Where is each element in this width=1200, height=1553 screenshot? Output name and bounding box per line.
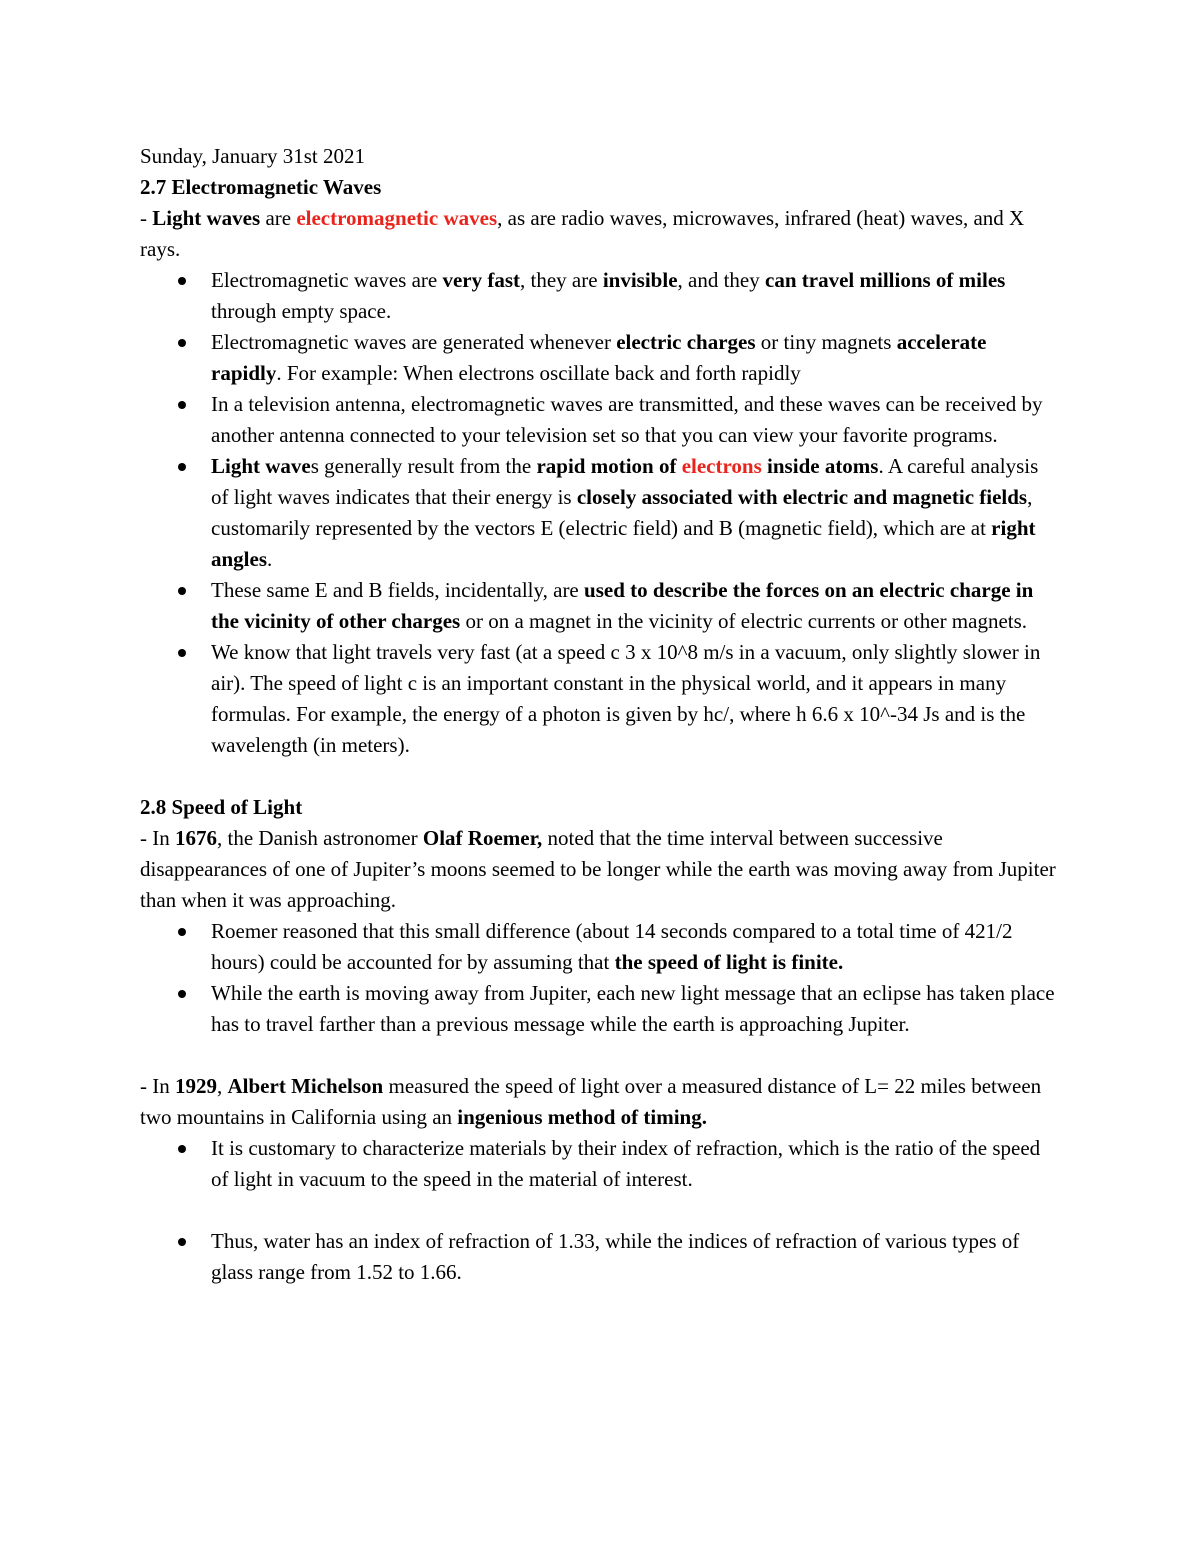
list-item	[211, 451, 1060, 575]
bold-text: 1929	[175, 1074, 217, 1098]
text: Electromagnetic waves are generated whenever	[211, 330, 617, 354]
bullet-icon	[178, 463, 186, 471]
text: We know that light travels very fast (at a speed c 3 x 10^8 m/s in a vacuum, only slightly slower in air). The speed of light c is an important constant in the physical world, and it appears in many formulas. For example, the energy of a photon is given by hc/, where h 6.6 x 10^-34 Js and is the wavelength (in meters).	[211, 640, 1041, 757]
text: Thus, water has an index of refraction of 1.33, while the indices of refraction of various types of glass range from 1.52 to 1.66.	[211, 1229, 1020, 1284]
list-item	[211, 327, 1060, 389]
bold-text: accelerate rapidly	[211, 330, 987, 385]
bold-text: 1676	[175, 826, 217, 850]
text: s generally result from the	[310, 454, 537, 478]
text: , as are radio waves, microwaves, infrared (heat) waves, and X rays.	[140, 206, 1025, 261]
bold-text: used to describe the forces on an electric charge in the vicinity of other charges	[211, 578, 1034, 633]
text: ,	[217, 1074, 228, 1098]
red-bold-text: electromagnetic waves	[296, 206, 498, 230]
paragraph-light-waves	[140, 203, 1060, 265]
bold-text: very fast	[442, 268, 521, 292]
paragraph-michelson	[140, 1071, 1060, 1133]
bold-text: rapid motion of	[536, 454, 682, 478]
bold-text: Light wave	[211, 454, 311, 478]
list-item	[211, 389, 1060, 451]
bold-text: Light waves	[152, 206, 261, 230]
bullet-list-roemer	[140, 916, 1060, 1040]
text: , and they	[677, 268, 766, 292]
text: While the earth is moving away from Jupiter, each new light message that an eclipse has taken place has to travel farther than a previous message while the earth is approaching Jupiter.	[211, 981, 1055, 1036]
text: measured the speed of light over a measured distance of L= 22 miles between two mountains in California using an	[140, 1074, 1042, 1129]
document-date: Sunday, January 31st 2021	[140, 144, 365, 168]
text: or on a magnet in the vicinity of electric currents or other magnets.	[460, 609, 1028, 633]
text: , customarily represented by the vectors E (electric field) and B (magnetic field), which are at	[211, 485, 1033, 540]
text: Roemer reasoned that this small difference (about 14 seconds compared to a total time of 421/2 hours) could be accounted for by assuming that	[211, 919, 1013, 974]
text: or tiny magnets	[755, 330, 897, 354]
list-item	[211, 1226, 1060, 1288]
spacer	[140, 1040, 1060, 1071]
spacer	[140, 1195, 1060, 1226]
section-heading-em-waves: 2.7 Electromagnetic Waves	[140, 175, 382, 199]
list-item	[211, 637, 1060, 761]
bold-text: can travel millions of miles	[765, 268, 1006, 292]
bullet-icon	[178, 990, 186, 998]
text: are	[260, 206, 297, 230]
list-item	[211, 916, 1060, 978]
text: , the Danish astronomer	[217, 826, 423, 850]
red-bold-text: electrons	[681, 454, 762, 478]
text: - In	[140, 826, 175, 850]
list-item	[211, 265, 1060, 327]
bold-text: inside atoms	[761, 454, 879, 478]
text: -	[140, 206, 153, 230]
bold-text: Olaf Roemer,	[422, 826, 543, 850]
spacer	[140, 761, 1060, 792]
bullet-icon	[178, 1238, 186, 1246]
text: Electromagnetic waves are	[211, 268, 443, 292]
bold-text: ingenious method of timing.	[457, 1105, 707, 1129]
text: , they are	[520, 268, 603, 292]
text: - In	[140, 1074, 175, 1098]
list-item	[211, 978, 1060, 1040]
bullet-icon	[178, 401, 186, 409]
bullet-icon	[178, 928, 186, 936]
bold-text: electric charges	[616, 330, 756, 354]
bullet-list-refraction	[140, 1133, 1060, 1195]
text: through empty space.	[211, 299, 392, 323]
text: . A careful analysis of light waves indicates that their energy is	[211, 454, 1039, 509]
text: These same E and B fields, incidentally, are	[211, 578, 585, 602]
list-item	[211, 1133, 1060, 1195]
text: It is customary to characterize materials by their index of refraction, which is the ratio of the speed of light in vacuum to the speed in the material of interest.	[211, 1136, 1041, 1191]
bullet-icon	[178, 1145, 186, 1153]
bold-text: invisible	[602, 268, 678, 292]
paragraph-roemer	[140, 823, 1060, 916]
bullet-icon	[178, 277, 186, 285]
bullet-list-refraction-values	[140, 1226, 1060, 1288]
bullet-icon	[178, 339, 186, 347]
bold-text: closely associated with electric and magnetic fields	[576, 485, 1028, 509]
bold-text: Albert Michelson	[227, 1074, 384, 1098]
text: . For example: When electrons oscillate back and forth rapidly	[276, 361, 801, 385]
text: In a television antenna, electromagnetic waves are transmitted, and these waves can be received by another antenna connected to your television set so that you can view your favorite programs.	[211, 392, 1043, 447]
bullet-list-em-waves	[140, 265, 1060, 761]
section-heading-speed-of-light: 2.8 Speed of Light	[140, 795, 303, 819]
bold-text: the speed of light is finite.	[614, 950, 844, 974]
text: noted that the time interval between successive disappearances of one of Jupiter’s moons seemed to be longer while the earth was moving away from Jupiter than when it was approaching.	[140, 826, 1056, 912]
bullet-icon	[178, 649, 186, 657]
list-item	[211, 575, 1060, 637]
text: .	[267, 547, 273, 571]
bullet-icon	[178, 587, 186, 595]
bold-text: right angles	[211, 516, 1036, 571]
